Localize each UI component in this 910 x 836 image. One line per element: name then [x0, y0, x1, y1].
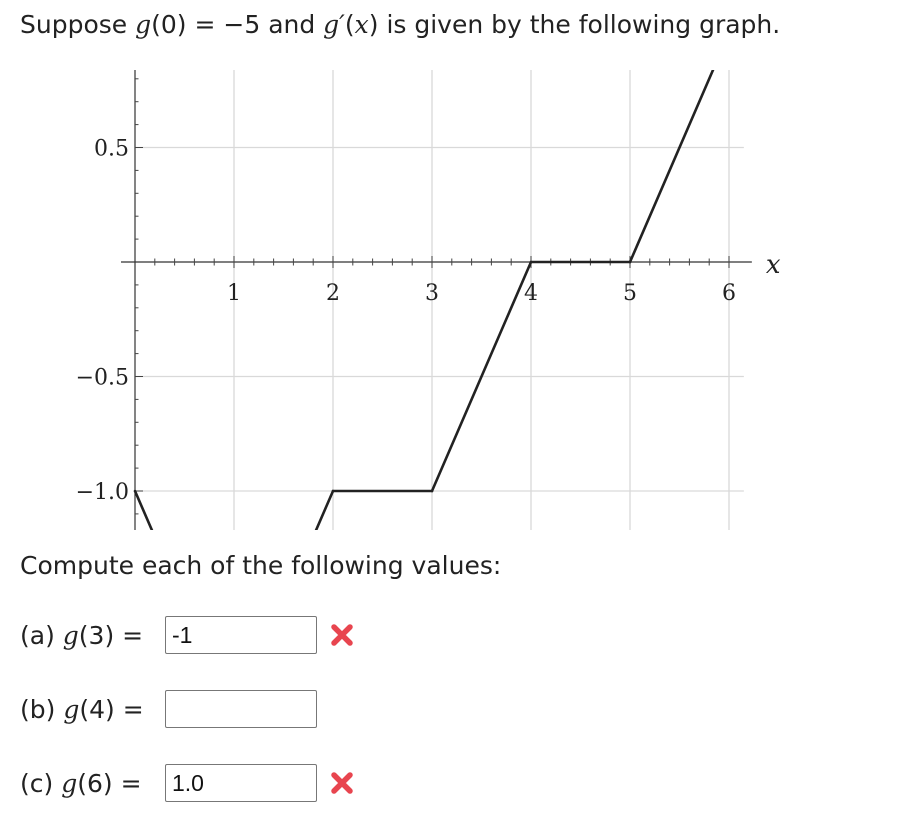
question-a-arg: (3) — [78, 620, 115, 650]
question-c-eq: = — [112, 768, 142, 798]
g0-value: = −5 and — [186, 10, 324, 39]
g0-argument: (0) — [151, 10, 187, 39]
question-c-func: g — [61, 768, 78, 798]
question-b-arg: (4) — [79, 694, 115, 724]
question-c-label — [20, 769, 165, 798]
answer-a-input[interactable] — [165, 616, 317, 654]
x-tick-label: 4 — [524, 281, 538, 306]
gprime-symbol: g′ — [323, 10, 345, 39]
problem-text-end: is given by the following graph. — [378, 10, 781, 39]
question-c-arg: (6) — [77, 768, 113, 798]
problem-statement — [20, 9, 780, 41]
question-b-label — [20, 695, 165, 724]
x-tick-label: 6 — [722, 281, 736, 306]
x-tick-label: 5 — [623, 281, 637, 306]
problem-text-start: Suppose — [20, 10, 136, 39]
label-layer — [76, 70, 781, 530]
x-axis-label: x — [765, 250, 781, 280]
data-point — [530, 261, 533, 264]
gprime-open: ( — [344, 10, 355, 39]
question-b — [20, 688, 317, 730]
y-tick-label: −0.5 — [75, 365, 129, 391]
question-a-prefix: (a) — [20, 620, 63, 650]
question-a — [20, 614, 355, 656]
question-c — [20, 762, 355, 804]
answer-b-input[interactable] — [165, 690, 317, 728]
y-tick-label: 0.5 — [94, 136, 129, 162]
y-tick-label: −1.0 — [75, 480, 129, 505]
answer-c-input[interactable] — [165, 764, 317, 802]
question-b-eq: = — [114, 694, 144, 724]
question-b-prefix: (b) — [20, 694, 64, 724]
derivative-graph — [0, 70, 800, 530]
data-point — [134, 490, 137, 493]
data-point — [332, 490, 335, 493]
wrong-answer-icon — [329, 770, 355, 796]
x-tick-label: 1 — [227, 281, 241, 306]
question-a-func: g — [62, 620, 79, 650]
data-point — [629, 261, 632, 264]
x-tick-label: 2 — [326, 281, 340, 306]
gprime-close: ) — [368, 10, 379, 39]
question-b-func: g — [63, 694, 80, 724]
g-symbol: g — [135, 10, 152, 39]
wrong-answer-icon — [329, 622, 355, 648]
question-a-label — [20, 621, 165, 650]
question-c-prefix: (c) — [20, 768, 62, 798]
data-point — [431, 490, 434, 493]
x-tick-label: 3 — [425, 281, 439, 306]
instruction-text: Compute each of the following values: — [20, 551, 502, 580]
question-a-eq: = — [114, 620, 144, 650]
x-variable: x — [354, 10, 369, 39]
